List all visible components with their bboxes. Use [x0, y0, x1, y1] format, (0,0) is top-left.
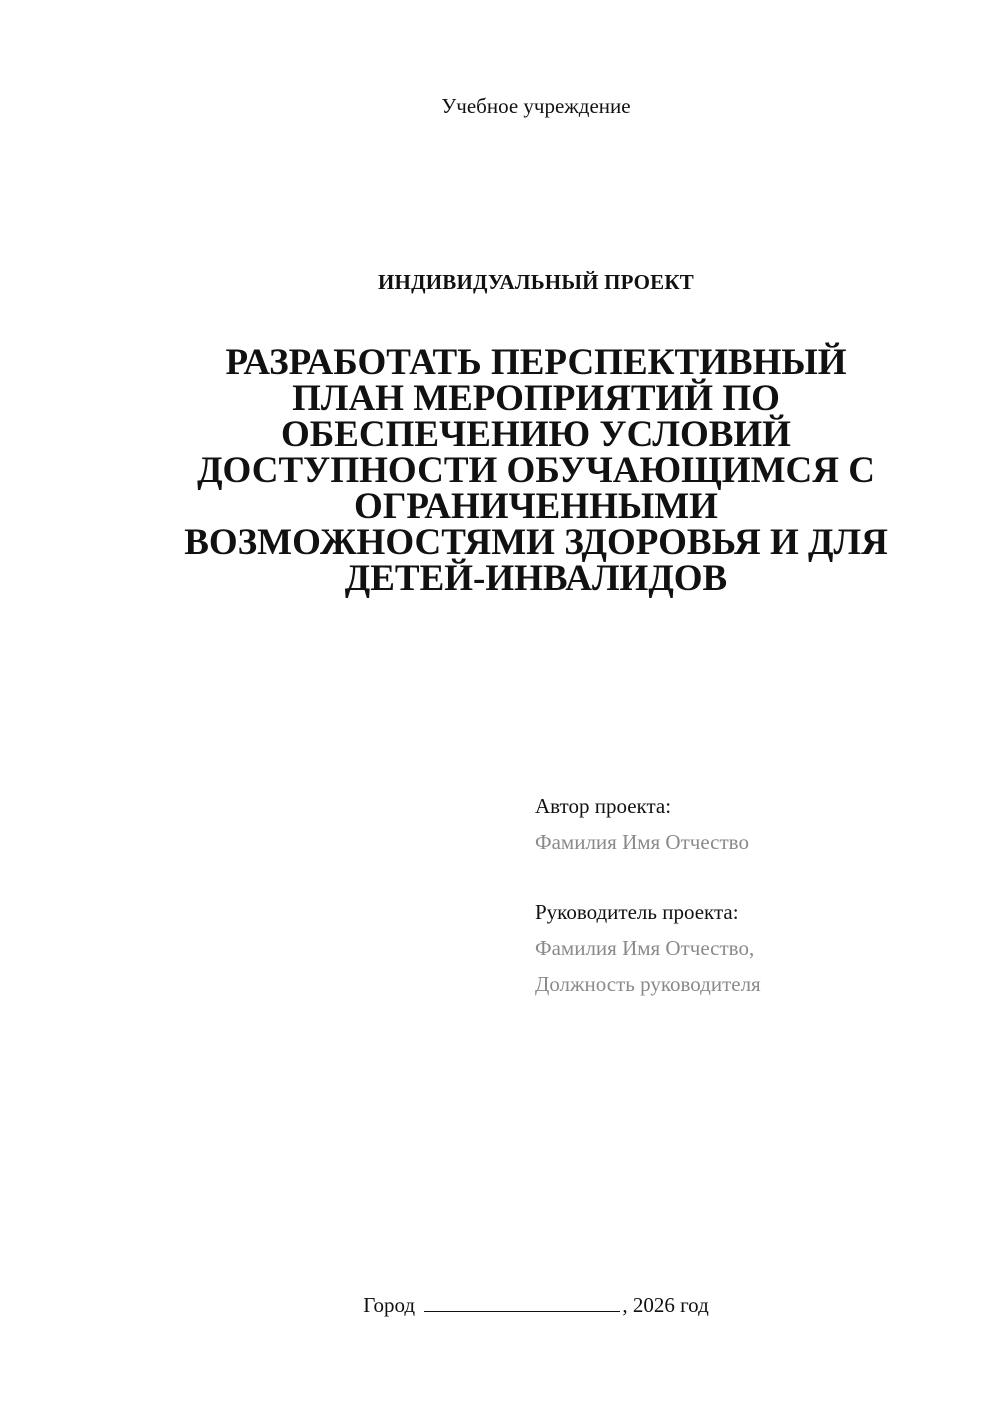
author-name: Фамилия Имя Отчество — [535, 830, 749, 854]
city-label: Город — [363, 1293, 416, 1317]
supervisor-name: Фамилия Имя Отчество, — [535, 936, 755, 960]
credits-spacer — [535, 860, 955, 894]
title-line: ДЕТЕЙ-ИНВАЛИДОВ — [344, 558, 728, 599]
institution-name: Учебное учреждение — [441, 94, 631, 118]
author-label: Автор проекта: — [535, 794, 672, 818]
year-text: , 2026 год — [622, 1293, 709, 1317]
supervisor-position: Должность руководителя — [535, 972, 761, 996]
title-line: ПЛАН МЕРОПРИЯТИЙ ПО — [292, 378, 780, 419]
project-title — [150, 342, 922, 599]
footer-city-year — [0, 1290, 1000, 1320]
city-blank-line — [424, 1291, 620, 1312]
title-line: ОБЕСПЕЧЕНИЮ УСЛОВИЙ — [281, 414, 791, 455]
credits-block — [535, 788, 955, 1002]
title-line: ОГРАНИЧЕННЫМИ — [354, 486, 718, 527]
title-line: РАЗРАБОТАТЬ ПЕРСПЕКТИВНЫЙ — [225, 342, 847, 383]
supervisor-label: Руководитель проекта: — [535, 900, 739, 924]
title-line: ВОЗМОЖНОСТЯМИ ЗДОРОВЬЯ И ДЛЯ — [184, 522, 888, 563]
title-line: ДОСТУПНОСТИ ОБУЧАЮЩИМСЯ С — [197, 450, 875, 491]
document-type: ИНДИВИДУАЛЬНЫЙ ПРОЕКТ — [378, 270, 694, 294]
